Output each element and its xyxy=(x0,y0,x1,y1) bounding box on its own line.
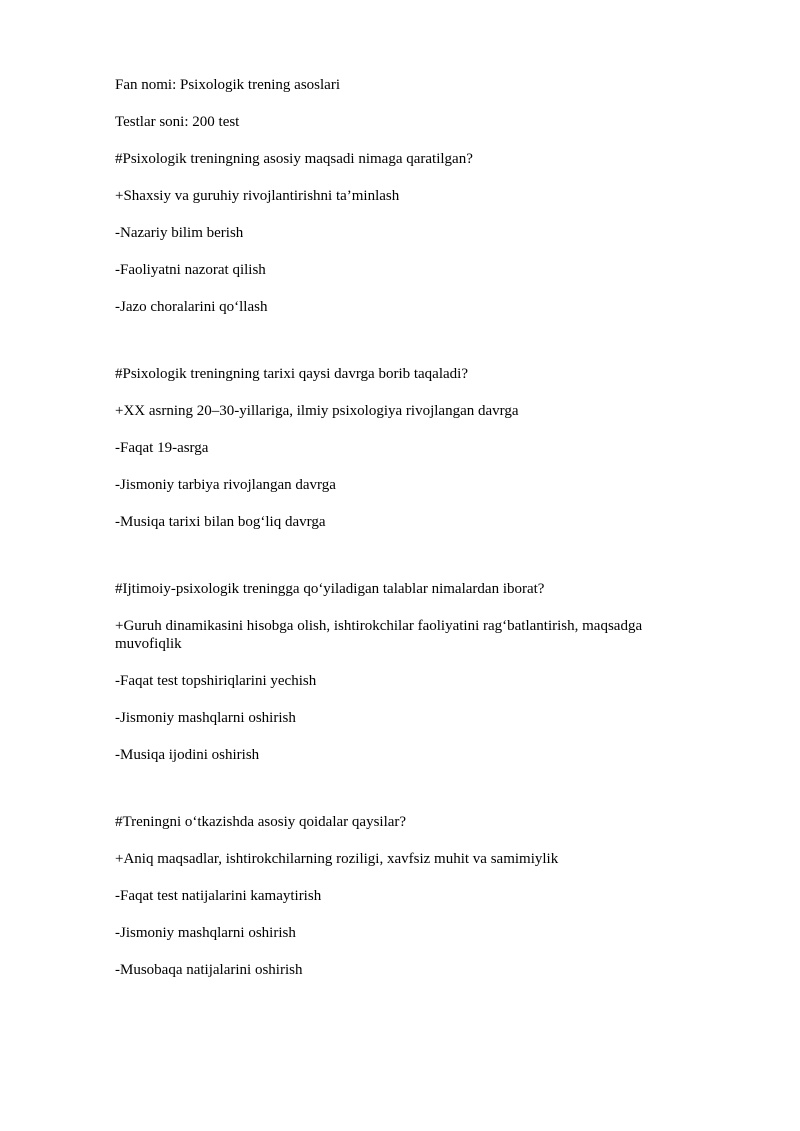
question-text: #Ijtimoiy-psixologik treningga qo‘yiladigan talablar nimalardan iborat? xyxy=(115,581,545,597)
question-block xyxy=(115,365,695,531)
answer-option-correct: +XX asrning 20–30-yillariga, ilmiy psixologiya rivojlangan davrga xyxy=(115,403,519,419)
answer-option: -Jismoniy mashqlarni oshirish xyxy=(115,710,296,726)
document-page xyxy=(115,76,695,979)
answer-option: -Faqat 19-asrga xyxy=(115,440,209,456)
question-block xyxy=(115,150,695,316)
answer-option-correct: +Guruh dinamikasini hisobga olish, ishtirokchilar faoliyatini rag‘batlantirish, maqsadga muvofiqlik xyxy=(115,618,643,652)
test-count: Testlar soni: 200 test xyxy=(115,114,240,130)
answer-option: -Musiqa tarixi bilan bog‘liq davrga xyxy=(115,514,326,530)
question-text: #Treningni o‘tkazishda asosiy qoidalar qaysilar? xyxy=(115,814,407,830)
answer-option: -Faoliyatni nazorat qilish xyxy=(115,262,266,278)
answer-option-correct: +Aniq maqsadlar, ishtirokchilarning roziligi, xavfsiz muhit va samimiylik xyxy=(115,851,559,867)
answer-option: -Musobaqa natijalarini oshirish xyxy=(115,962,303,978)
answer-option: -Faqat test natijalarini kamaytirish xyxy=(115,888,322,904)
answer-option-correct: +Shaxsiy va guruhiy rivojlantirishni ta’minlash xyxy=(115,188,400,204)
answer-option: -Musiqa ijodini oshirish xyxy=(115,747,260,763)
answer-option: -Nazariy bilim berish xyxy=(115,225,244,241)
question-text: #Psixologik treningning asosiy maqsadi nimaga qaratilgan? xyxy=(115,151,473,167)
answer-option: -Jismoniy tarbiya rivojlangan davrga xyxy=(115,477,336,493)
question-block xyxy=(115,813,695,979)
answer-option: -Jazo choralarini qo‘llash xyxy=(115,299,268,315)
question-text: #Psixologik treningning tarixi qaysi davrga borib taqaladi? xyxy=(115,366,468,382)
answer-option: -Faqat test topshiriqlarini yechish xyxy=(115,673,317,689)
question-block xyxy=(115,580,695,764)
subject-name: Fan nomi: Psixologik trening asoslari xyxy=(115,77,340,93)
answer-option: -Jismoniy mashqlarni oshirish xyxy=(115,925,296,941)
